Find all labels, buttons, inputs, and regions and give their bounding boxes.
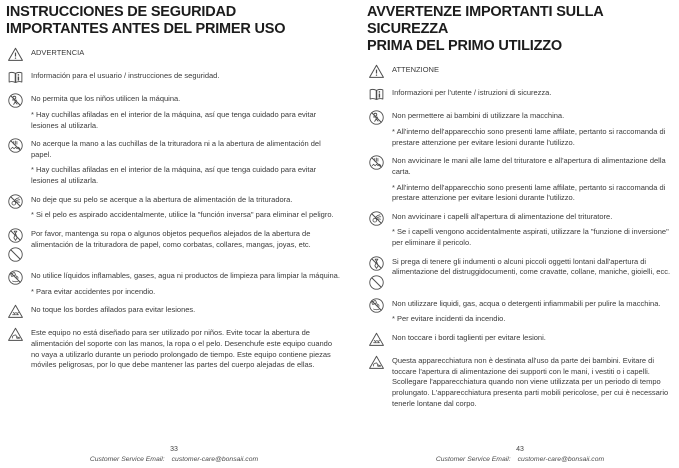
item-note: * Si el pelo es aspirado accidentalmente, utilice la "función inversa" para eliminar el peligro. (31, 210, 334, 220)
title-line-1: INSTRUCCIONES DE SEGURIDAD (6, 4, 237, 20)
item-note: * Hay cuchillas afiladas en el interior de la máquina, así que tenga cuidado para evitar lesiones al utilizarla. (31, 109, 317, 130)
safety-item-sharp-edges (6, 303, 342, 320)
sharp-edge-hazard-icon (368, 331, 385, 348)
item-text: ADVERTENCIA (31, 48, 85, 58)
no-flammable-liquids-icon (7, 269, 24, 286)
customer-service-line (367, 456, 673, 463)
safety-item-warning (367, 63, 673, 80)
safety-item-warning (6, 46, 342, 63)
page-number: 43 (516, 446, 524, 453)
item-text: Información para el usuario / instrucciones de seguridad. (31, 71, 220, 81)
safety-item-no-hands (367, 154, 673, 204)
safety-item-no-hair (367, 210, 673, 249)
item-text: Non toccare i bordi taglienti per evitare lesioni. (392, 333, 546, 343)
item-icon-col (367, 297, 385, 314)
item-note: * Per evitare incidenti da incendio. (392, 314, 506, 324)
no-flammable-liquids-icon (368, 297, 385, 314)
no-hair-near-opening-icon (7, 193, 24, 210)
safety-item-moving-parts (367, 354, 673, 409)
item-icon-col (6, 193, 24, 210)
safety-item-no-clothing (6, 227, 342, 263)
item-icon-col (367, 86, 385, 103)
email-label: Customer Service Email: (435, 456, 511, 463)
item-icon-col (6, 137, 24, 154)
warning-triangle-icon (7, 46, 24, 63)
item-icon-col (367, 210, 385, 227)
page-title-italian (367, 4, 673, 55)
item-text: Este equipo no está diseñado para ser utilizado por niños. Evite tocar la abertura de alimentación del soporte con las manos, la ropa o el pelo. Desenchufe este equipo cuando no vaya a utilizarlo durante un periodo prolongado de tiempo. Este equipo contiene piezas móviles peligrosas, por lo que debe mantener las partes del cuerpo alejadas de ellas. (31, 328, 333, 370)
item-icon-col (367, 354, 385, 371)
item-icon-col (6, 303, 24, 320)
item-note: * All'interno dell'apparecchio sono presenti lame affilate, pertanto si raccomanda di prestare attenzione per evitare lesioni durante l'utilizzo. (392, 182, 666, 203)
page-footer (6, 446, 342, 463)
item-note: * All'interno dell'apparecchio sono presenti lame affilate, pertanto si raccomanda di prestare attenzione per evitare lesioni durante l'utilizzo. (392, 126, 666, 147)
safety-item-no-hands (6, 137, 342, 187)
item-text: No acerque la mano a las cuchillas de la trituradora ni a la abertura de alimentación del papel. (31, 139, 321, 159)
page-footer (367, 446, 673, 463)
title-line-1: AVVERTENZE IMPORTANTI SULLA SICUREZZA (367, 4, 603, 38)
item-text: Informazioni per l'utente / istruzioni di sicurezza. (392, 88, 552, 98)
item-text: Si prega di tenere gli indumenti o alcuni piccoli oggetti lontani dall'apertura di alimentazione del distruggidocumenti, come cravatte, collane, maniche, gioielli, ecc. (392, 256, 671, 277)
customer-service-line (6, 456, 342, 463)
item-icon-col (367, 331, 385, 348)
item-icon-col (6, 269, 24, 286)
item-text: No deje que su pelo se acerque a la abertura de alimentación de la trituradora. (31, 194, 293, 204)
safety-item-no-liquids (6, 269, 342, 297)
page-title-spanish (6, 4, 342, 38)
no-neckties-icon (368, 255, 385, 272)
no-hand-in-blades-icon (368, 154, 385, 171)
item-text: Non avvicinare i capelli all'apertura di alimentazione del trituratore. (392, 211, 613, 221)
safety-item-sharp-edges (367, 331, 673, 348)
user-manual-icon (368, 86, 385, 103)
item-icon-col (367, 255, 385, 291)
page-number: 33 (170, 446, 178, 453)
user-manual-icon (7, 69, 24, 86)
sharp-edge-hazard-icon (7, 303, 24, 320)
no-hand-in-blades-icon (7, 137, 24, 154)
prohibition-icon (7, 246, 24, 263)
no-neckties-icon (7, 227, 24, 244)
email-address: customer-care@bonsaii.com (517, 456, 605, 463)
item-icon-col (6, 227, 24, 263)
item-icon-col (6, 326, 24, 343)
item-note: * Hay cuchillas afiladas en el interior de la máquina, así que tenga cuidado para evitar lesiones al utilizarla. (31, 165, 317, 186)
page-spanish (6, 0, 342, 468)
safety-item-moving-parts (6, 326, 342, 371)
item-text: No permita que los niños utilicen la máquina. (31, 94, 181, 104)
no-children-icon (368, 109, 385, 126)
safety-item-manual-info (367, 86, 673, 103)
item-icon-col (367, 109, 385, 126)
email-label: Customer Service Email: (89, 456, 165, 463)
item-text: Non avvicinare le mani alle lame del trituratore e all'apertura di alimentazione della carta. (392, 156, 666, 176)
item-icon-col (6, 69, 24, 86)
title-line-2: PRIMA DEL PRIMO UTILIZZO (367, 38, 562, 55)
email-address: customer-care@bonsaii.com (171, 456, 259, 463)
item-text: No toque los bordes afilados para evitar lesiones. (31, 305, 196, 315)
item-note: * Se i capelli vengono accidentalmente aspirati, utilizzare la "funzione di inversione" per eliminare il pericolo. (392, 227, 669, 248)
item-text: Non utilizzare liquidi, gas, acqua o detergenti infiammabili per pulire la macchina. (392, 298, 661, 308)
safety-item-no-clothing (367, 255, 673, 291)
safety-item-no-children (6, 92, 342, 131)
item-text: Por favor, mantenga su ropa o algunos objetos pequeños alejados de la abertura de alimentación de la trituradora de papel, como corbatas, collares, mangas, joyas, etc. (31, 228, 311, 249)
safety-item-manual-info (6, 69, 342, 86)
moving-parts-hazard-icon (7, 326, 24, 343)
item-icon-col (6, 92, 24, 109)
warning-triangle-icon (368, 63, 385, 80)
item-icon-col (367, 154, 385, 171)
page-italian (367, 0, 673, 468)
safety-item-no-liquids (367, 297, 673, 325)
moving-parts-hazard-icon (368, 354, 385, 371)
item-text: Questa apparecchiatura non è destinata all'uso da parte dei bambini. Evitare di toccare l'apertura di alimentazione dei supporti con le mani, i vestiti o i capelli. Scollegare l'apparecchiatura quando non viene utilizzata per un periodo di tempo prolungato. L'apparecchiatura presenta parti mobili pericolose, per cui è necessario tenerle lontane dal corpo. (392, 356, 669, 408)
item-text: Non permettere ai bambini di utilizzare la macchina. (392, 111, 565, 121)
item-text: ATTENZIONE (392, 65, 439, 75)
safety-item-no-hair (6, 193, 342, 221)
title-line-2: IMPORTANTES ANTES DEL PRIMER USO (6, 21, 286, 38)
item-note: * Para evitar accidentes por incendio. (31, 286, 156, 296)
item-icon-col (367, 63, 385, 80)
no-hair-near-opening-icon (368, 210, 385, 227)
prohibition-icon (368, 274, 385, 291)
no-children-icon (7, 92, 24, 109)
safety-item-no-children (367, 109, 673, 148)
item-text: No utilice líquidos inflamables, gases, agua ni productos de limpieza para limpiar la máquina. (31, 270, 340, 280)
item-icon-col (6, 46, 24, 63)
